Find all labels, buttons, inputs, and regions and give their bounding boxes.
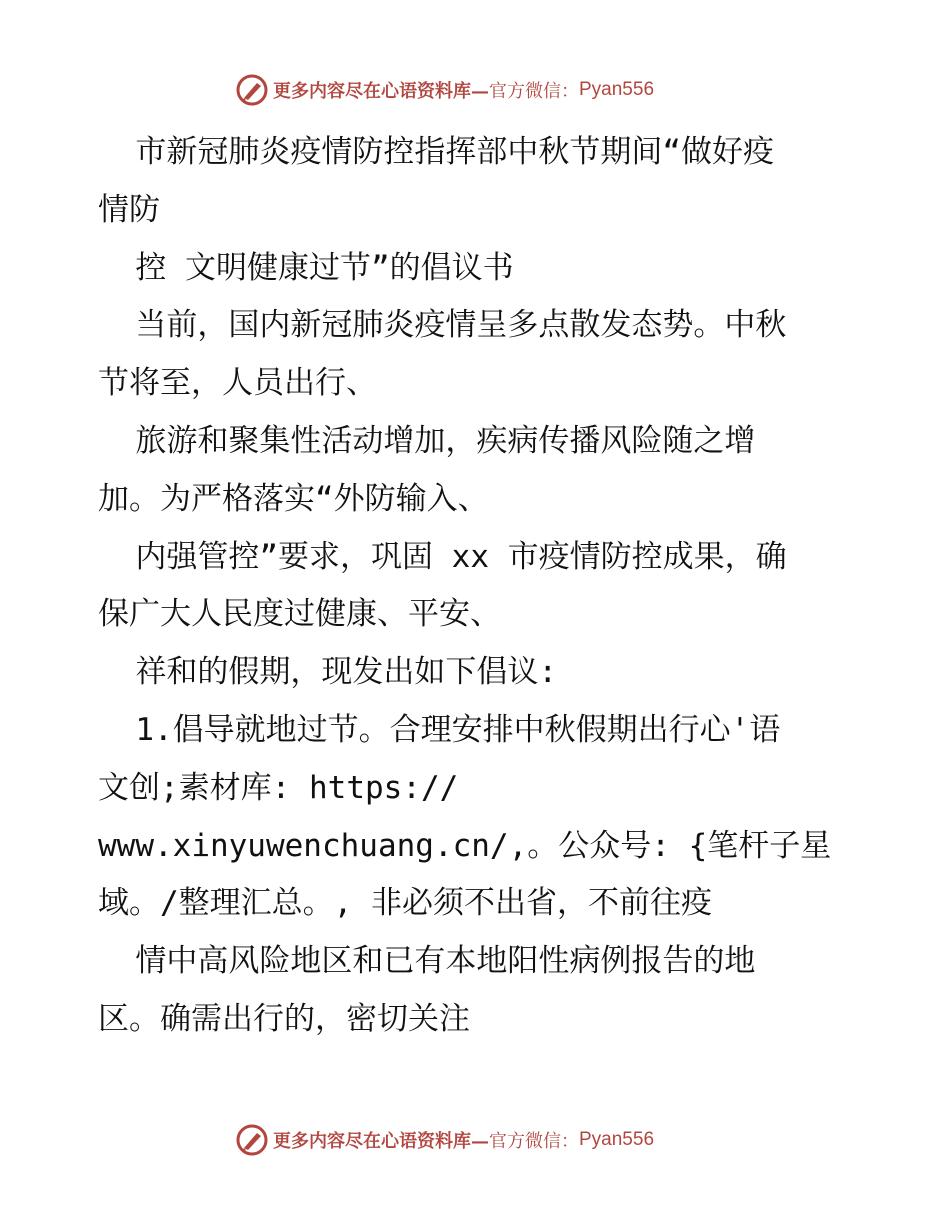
document-body — [98, 124, 868, 1049]
pen-logo-icon — [235, 1123, 269, 1157]
header-watermark — [235, 72, 715, 108]
text-line: 节将至，人员出行、 — [98, 365, 377, 402]
text-line: 域。/整理汇总。, 非必须不出省，不前往疫 — [98, 885, 712, 922]
text-line: 当前，国内新冠肺炎疫情呈多点散发态势。中秋 — [98, 307, 787, 344]
text-line: 情防 — [98, 191, 160, 228]
watermark-wechat-id: Pyan556 — [579, 1129, 655, 1150]
watermark-cn-text: 更多内容尽在心语资料库— — [273, 1131, 489, 1152]
watermark-wechat-id: Pyan556 — [579, 79, 655, 100]
watermark-cn-text: 更多内容尽在心语资料库— — [273, 81, 489, 102]
watermark-wechat-label: 官方微信： — [489, 1131, 579, 1152]
pen-logo-icon — [235, 73, 269, 107]
text-line: 保广大人民度过健康、平安、 — [98, 596, 501, 633]
text-line: 1.倡导就地过节。合理安排中秋假期出行心'语 — [98, 711, 781, 748]
text-line: 文创;素材库: https:// — [98, 769, 459, 806]
text-line: 控 文明健康过节”的倡议书 — [98, 249, 514, 286]
text-line: 内强管控”要求，巩固 xx 市疫情防控成果，确 — [98, 538, 787, 575]
footer-watermark — [235, 1122, 715, 1158]
text-line: 市新冠肺炎疫情防控指挥部中秋节期间“做好疫 — [98, 134, 774, 170]
text-line: 祥和的假期，现发出如下倡议: — [98, 654, 557, 691]
text-line: 加。为严格落实“外防输入、 — [98, 480, 489, 517]
watermark-wechat-label: 官方微信： — [489, 81, 579, 102]
text-line: 情中高风险地区和已有本地阳性病例报告的地 — [98, 943, 756, 980]
text-line: 旅游和聚集性活动增加，疾病传播风险随之增 — [98, 422, 756, 459]
text-line: 区。确需出行的，密切关注 — [98, 1000, 470, 1037]
text-line: www.xinyuwenchuang.cn/,。公众号: {笔杆子星 — [98, 827, 832, 864]
